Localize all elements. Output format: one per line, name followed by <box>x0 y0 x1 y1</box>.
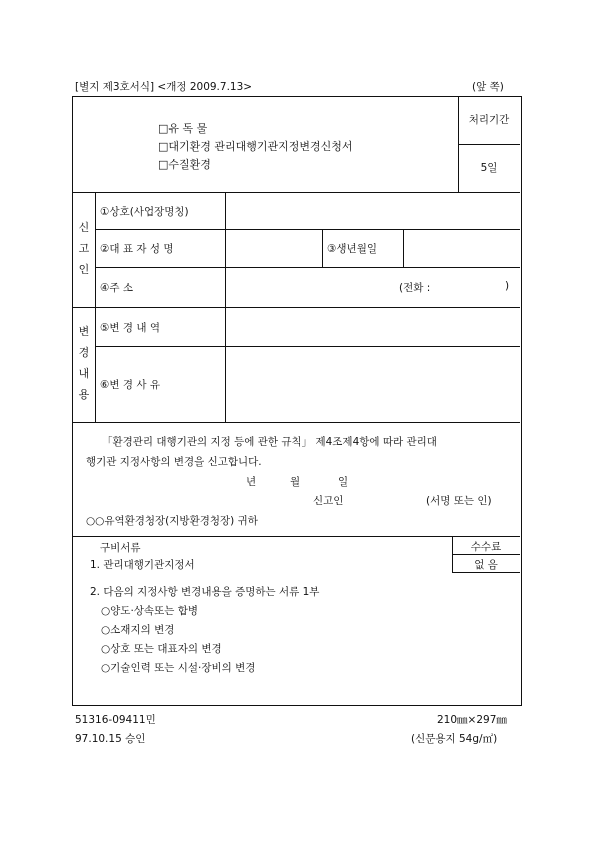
document-sub-item: ○기술인력 또는 시설·장비의 변경 <box>101 662 256 674</box>
birth-date-label: ③생년월일 <box>327 243 377 255</box>
title-option-water: □수질환경 <box>158 158 211 171</box>
divider <box>95 192 96 422</box>
page-side-label: (앞 쪽) <box>472 81 504 93</box>
form-code: 51316-09411민 <box>75 714 156 726</box>
date-day-label: 일 <box>338 476 349 488</box>
form-number: [별지 제3호서식] <개정 2009.7.13> <box>75 81 253 93</box>
divider <box>95 346 520 347</box>
fee-label: 수수료 <box>470 541 502 553</box>
divider <box>452 572 520 573</box>
approval-date: 97.10.15 승인 <box>75 733 146 745</box>
change-reason-label: ⑥변 경 사 유 <box>100 379 160 391</box>
document-sub-item: ○양도·상속또는 합병 <box>101 605 198 617</box>
address-label: ④주 소 <box>100 282 134 294</box>
declaration-line1: 「환경관리 대행기관의 지정 등에 관한 규칙」 제4조제4항에 따라 관리대 <box>102 436 437 448</box>
date-year-label: 년 <box>246 476 257 488</box>
fee-value: 없 음 <box>474 559 498 571</box>
divider <box>403 229 404 267</box>
phone-label: (전화 : <box>399 282 431 294</box>
declaration-line2: 행기관 지정사항의 변경을 신고합니다. <box>86 456 262 468</box>
processing-label: 처리기간 <box>468 114 510 126</box>
divider <box>225 192 226 346</box>
addressee: ○○유역환경청장(지방환경청장) 귀하 <box>86 515 258 527</box>
business-name-label: ①상호(사업장명칭) <box>100 206 189 218</box>
divider <box>458 144 520 145</box>
divider <box>322 229 323 267</box>
divider <box>95 267 520 268</box>
divider <box>95 229 520 230</box>
divider <box>72 422 520 423</box>
document-sub-item: ○소재지의 변경 <box>101 624 175 636</box>
processing-value: 5일 <box>480 162 498 174</box>
divider <box>452 554 520 555</box>
document-item-2: 2. 다음의 지정사항 변경내용을 증명하는 서류 1부 <box>90 586 320 598</box>
representative-label: ②대 표 자 성 명 <box>100 243 174 255</box>
applicant-section-label: 신 고 인 <box>78 221 90 276</box>
paper-size: 210㎜×297㎜ <box>437 714 507 726</box>
document-item-1: 1. 관리대행기관지정서 <box>90 559 195 571</box>
change-section-label: 변 경 내 용 <box>78 325 90 401</box>
paper-type: (신문용지 54g/㎡) <box>411 733 498 745</box>
date-month-label: 월 <box>290 476 301 488</box>
divider <box>72 307 520 308</box>
document-sub-item: ○상호 또는 대표자의 변경 <box>101 643 222 655</box>
title-option-air: □대기환경 관리대행기관지정변경신청서 <box>158 140 353 153</box>
divider <box>225 346 226 422</box>
applicant-sign-label: 신고인 <box>313 495 344 507</box>
title-option-toxic: □유 독 물 <box>158 122 208 135</box>
change-details-label: ⑤변 경 내 역 <box>100 322 160 334</box>
documents-heading: 구비서류 <box>100 542 141 554</box>
divider <box>72 192 520 193</box>
phone-close: ) <box>505 280 510 292</box>
divider <box>458 96 459 192</box>
signature-label: (서명 또는 인) <box>426 495 492 507</box>
